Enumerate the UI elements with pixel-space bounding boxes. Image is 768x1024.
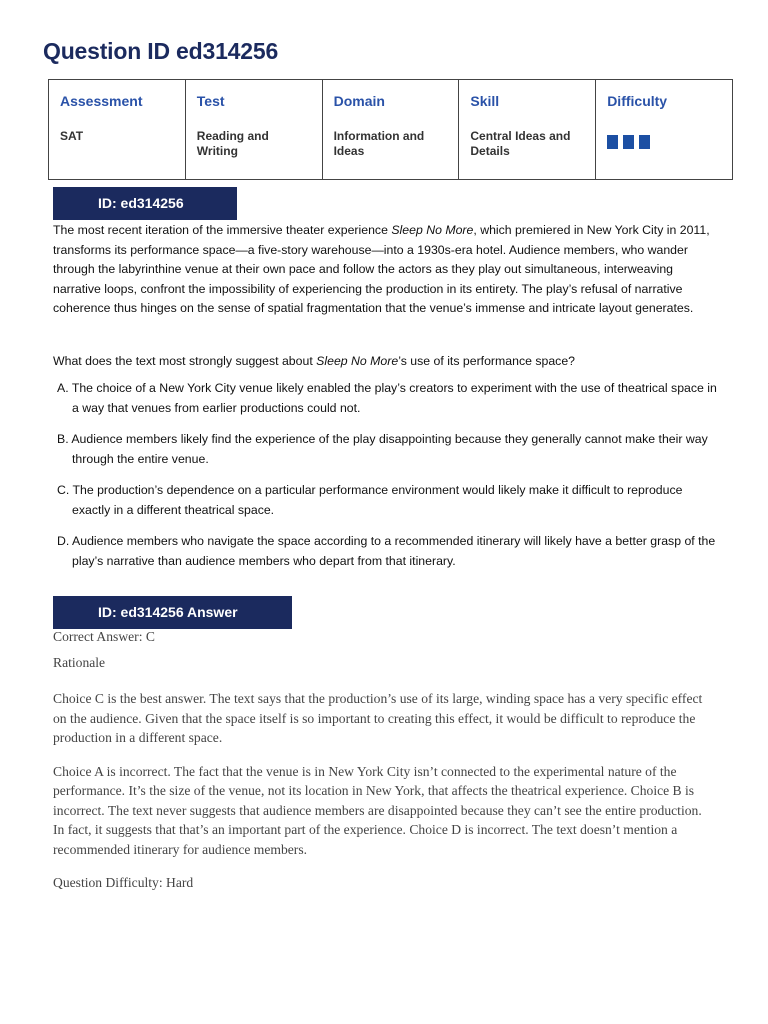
play-title: Sleep No More: [391, 223, 474, 237]
question-id-banner: ID: ed314256: [53, 187, 237, 220]
question-meta-table: [48, 79, 733, 180]
domain-cell: [322, 80, 459, 180]
skill-header: Skill: [470, 93, 500, 109]
question-play-title: Sleep No More: [316, 354, 399, 368]
rationale-label: Rationale: [53, 655, 106, 670]
test-cell: [185, 80, 322, 180]
assessment-header: Assessment: [60, 93, 143, 109]
skill-cell: [459, 80, 596, 180]
assessment-cell: [49, 80, 186, 180]
rationale: [53, 689, 715, 859]
test-value: Reading and Writing: [196, 129, 269, 158]
choice-b: B. Audience members likely find the experience of the play disappointing because they generally cannot make their way through the entire venue.: [57, 432, 708, 466]
difficulty-bar: [639, 135, 650, 149]
difficulty-bar: [607, 135, 618, 149]
domain-value: Information and Ideas: [333, 129, 425, 158]
choice-d: D. Audience members who navigate the space according to a recommended itinerary will likely have a better grasp of the play’s narrative than audience members who depart from that itinerary.: [57, 534, 716, 568]
question-stem-start: What does the text most strongly suggest about: [53, 354, 317, 368]
rationale-paragraph: Choice A is incorrect. The fact that the venue is in New York City isn’t connected to the experimental nature of the performance. It’s the size of the venue, not its location in New York, that affects the theatrical experience. Choice B is incorrect. The text never suggests that audience members are disappointed because they can’t see the entire production. In fact, it suggests that that’s an important part of the experience. Choice D is incorrect. The text doesn’t mention a recommended itinerary for audience members.: [53, 763, 702, 857]
difficulty-header: Difficulty: [607, 93, 668, 109]
difficulty-bar: [623, 135, 634, 149]
skill-value: Central Ideas and Details: [470, 129, 571, 158]
passage-text-end: , which premiered in New York City in 2011, transforms its performance space—a five-story warehouse—into a 1930s-era hotel. Audience members, who wander through the labyrinthine venue at their own pace and follow the actors as they play out simultaneous, interweaving narrative loops, confront the impossibility of experiencing the production in its entirety. The play’s refusal of narrative coherence thus hinges on the sense of spatial fragmentation that the venue’s immense and intricate layout generates.: [53, 223, 710, 315]
choice-a: A. The choice of a New York City venue likely enabled the play’s creators to experiment with the use of theatrical space in a way that venues from earlier productions could not.: [57, 381, 717, 415]
assessment-value: SAT: [60, 129, 84, 143]
domain-header: Domain: [333, 93, 385, 109]
question-difficulty: Question Difficulty: Hard: [53, 875, 194, 890]
difficulty-cell: [596, 80, 733, 180]
page-title: Question ID ed314256: [43, 38, 279, 64]
difficulty-indicator: [607, 135, 722, 149]
rationale-paragraph: Choice C is the best answer. The text says that the production’s use of its large, winding space has a very specific effect on the audience. Given that the space itself is so important to creating this effect, it would be difficult to reproduce the production in a different space.: [53, 691, 703, 745]
question-stem: [53, 352, 715, 372]
test-header: Test: [196, 93, 225, 109]
choice-c: C. The production’s dependence on a particular performance environment would likely make it difficult to reproduce exactly in a different theatrical space.: [57, 483, 683, 517]
answer-choices: [57, 379, 717, 583]
passage-text-start: The most recent iteration of the immersive theater experience: [53, 223, 392, 237]
answer-id-banner: ID: ed314256 Answer: [53, 596, 292, 629]
correct-answer: Correct Answer: C: [53, 629, 155, 644]
passage-text: [53, 221, 715, 319]
question-stem-end: ’s use of its performance space?: [398, 354, 576, 368]
